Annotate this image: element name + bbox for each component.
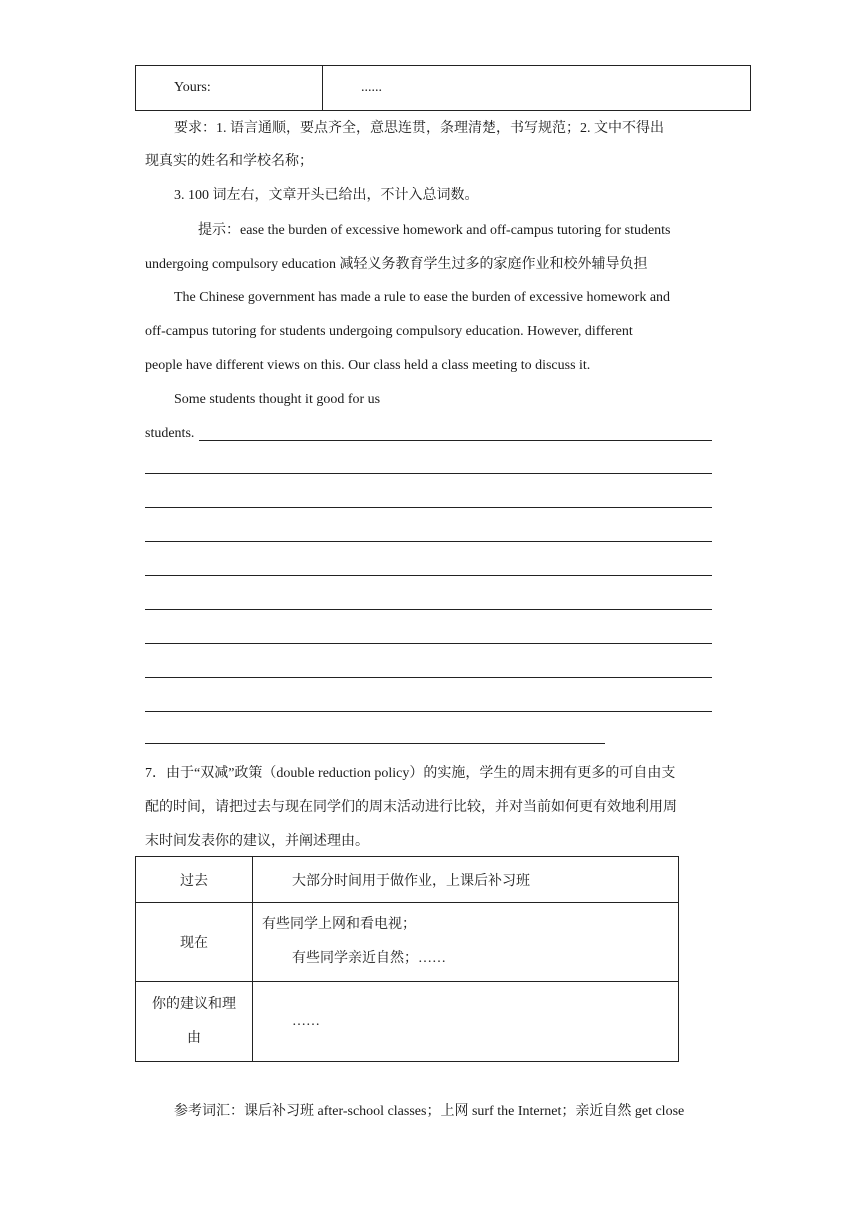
passage-line-4: Some students thought it good for us bbox=[174, 392, 381, 407]
writing-line bbox=[145, 677, 712, 678]
writing-line bbox=[145, 473, 712, 474]
writing-line bbox=[145, 743, 605, 744]
advice-label-1: 你的建议和理 bbox=[152, 996, 236, 1012]
now-label-cell bbox=[136, 903, 253, 982]
weekend-table bbox=[135, 856, 679, 1062]
yours-value-cell bbox=[323, 66, 751, 111]
past-label-cell bbox=[136, 857, 253, 903]
writing-line bbox=[145, 575, 712, 576]
writing-line bbox=[145, 541, 712, 542]
past-value: 大部分时间用于做作业，上课后补习班 bbox=[292, 873, 530, 889]
passage-line-5: students. bbox=[145, 426, 195, 441]
hint-line-2: undergoing compulsory education 减轻义务教育学生过多的家庭作业和校外辅导负担 bbox=[145, 257, 648, 272]
writing-line bbox=[145, 711, 712, 712]
now-value-cell bbox=[253, 903, 679, 982]
requirements-line-3: 3. 100 词左右，文章开头已给出，不计入总词数。 bbox=[174, 188, 479, 203]
advice-value: …… bbox=[292, 1013, 320, 1029]
writing-line bbox=[145, 507, 712, 508]
advice-value-cell bbox=[253, 982, 679, 1062]
vocab-line-1: 参考词汇：课后补习班 after-school classes；上网 surf the Internet；亲近自然 get close bbox=[174, 1104, 685, 1119]
now-value-2: 有些同学亲近自然；…… bbox=[292, 951, 446, 966]
passage-line-3: people have different views on this. Our class held a class meeting to discuss it. bbox=[145, 358, 591, 373]
writing-line bbox=[145, 643, 712, 644]
now-label: 现在 bbox=[180, 936, 208, 951]
writing-line bbox=[145, 609, 712, 610]
question7-line-2: 配的时间，请把过去与现在同学们的周末活动进行比较，并对当前如何更有效地利用周 bbox=[145, 800, 677, 815]
question7-line-3: 末时间发表你的建议，并阐述理由。 bbox=[145, 834, 369, 849]
past-value-cell bbox=[253, 857, 679, 903]
requirements-line-1: 要求：1. 语言通顺，要点齐全，意思连贯，条理清楚，书写规范；2. 文中不得出 bbox=[174, 121, 664, 136]
advice-label-cell bbox=[136, 982, 253, 1062]
requirements-line-2: 现真实的姓名和学校名称； bbox=[145, 154, 313, 169]
yours-label-cell bbox=[136, 66, 323, 111]
yours-table bbox=[135, 65, 751, 111]
past-label: 过去 bbox=[180, 873, 208, 889]
now-value-1: 有些同学上网和看电视； bbox=[262, 917, 416, 932]
yours-value: ...... bbox=[361, 80, 382, 95]
writing-line bbox=[199, 440, 712, 441]
passage-line-2: off-campus tutoring for students undergoing compulsory education. However, different bbox=[145, 324, 633, 339]
advice-label-2: 由 bbox=[187, 1030, 201, 1046]
passage-line-1: The Chinese government has made a rule to ease the burden of excessive homework and bbox=[174, 290, 671, 305]
hint-line-1: 提示：ease the burden of excessive homework and off-campus tutoring for students bbox=[198, 223, 671, 238]
question7-line-1: 7．由于“双减”政策（double reduction policy）的实施，学生的周末拥有更多的可自由支 bbox=[145, 766, 676, 781]
yours-label: Yours: bbox=[174, 80, 211, 95]
